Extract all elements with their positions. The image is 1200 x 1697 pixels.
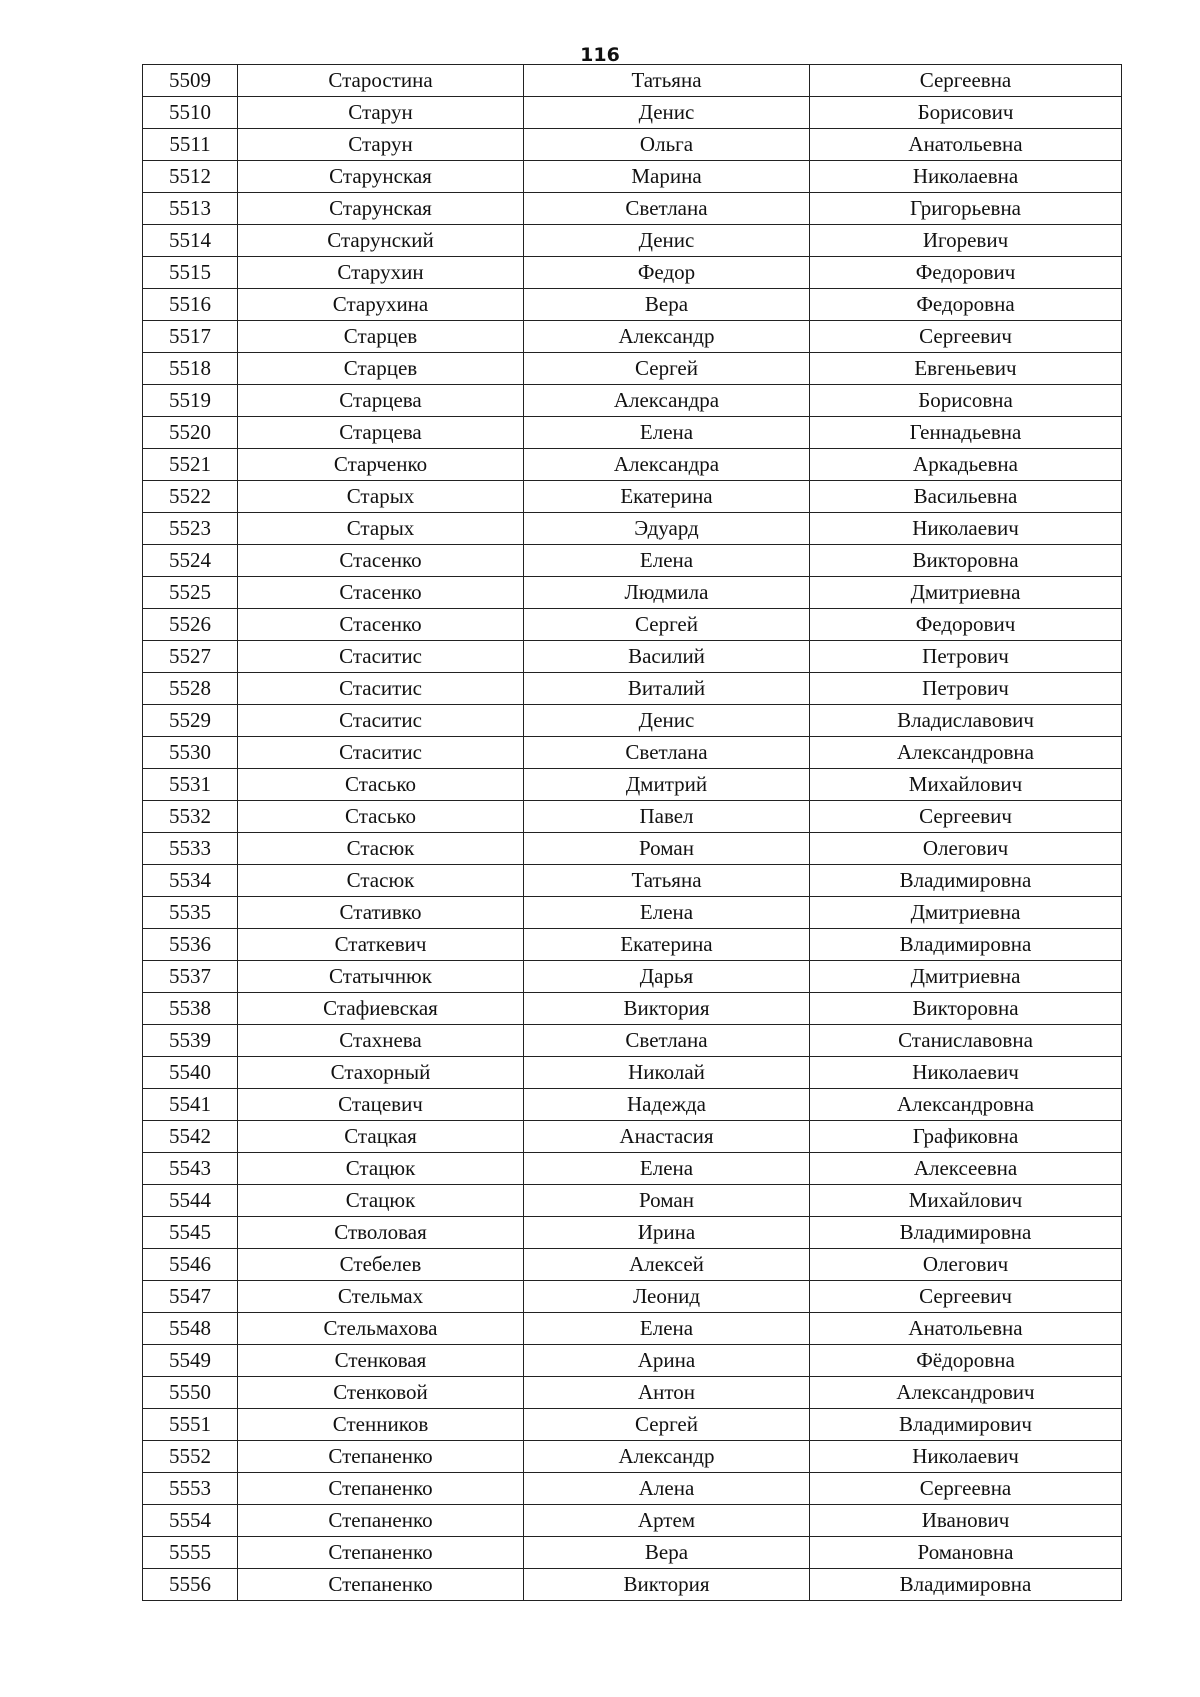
row-number-cell: 5525 bbox=[143, 577, 238, 609]
surname-cell: Степаненко bbox=[238, 1473, 524, 1505]
surname-cell: Степаненко bbox=[238, 1505, 524, 1537]
first-name-cell: Роман bbox=[524, 1185, 810, 1217]
row-number-cell: 5548 bbox=[143, 1313, 238, 1345]
first-name-cell: Надежда bbox=[524, 1089, 810, 1121]
patronymic-cell: Дмитриевна bbox=[810, 577, 1122, 609]
table-row bbox=[143, 673, 1122, 705]
first-name-cell: Светлана bbox=[524, 1025, 810, 1057]
surname-cell: Старухин bbox=[238, 257, 524, 289]
first-name-cell: Роман bbox=[524, 833, 810, 865]
page-number: 116 bbox=[580, 44, 620, 66]
surname-cell: Старостина bbox=[238, 65, 524, 97]
surname-cell: Стасенко bbox=[238, 609, 524, 641]
surname-cell: Стафиевская bbox=[238, 993, 524, 1025]
first-name-cell: Елена bbox=[524, 417, 810, 449]
patronymic-cell: Графиковна bbox=[810, 1121, 1122, 1153]
row-number-cell: 5529 bbox=[143, 705, 238, 737]
first-name-cell: Екатерина bbox=[524, 929, 810, 961]
first-name-cell: Виктория bbox=[524, 993, 810, 1025]
table-row bbox=[143, 417, 1122, 449]
row-number-cell: 5520 bbox=[143, 417, 238, 449]
surname-cell: Стасюк bbox=[238, 865, 524, 897]
surname-cell: Стацюк bbox=[238, 1153, 524, 1185]
first-name-cell: Татьяна bbox=[524, 865, 810, 897]
table-row bbox=[143, 609, 1122, 641]
table-row bbox=[143, 129, 1122, 161]
table-row bbox=[143, 65, 1122, 97]
row-number-cell: 5533 bbox=[143, 833, 238, 865]
patronymic-cell: Евгеньевич bbox=[810, 353, 1122, 385]
table-row bbox=[143, 1121, 1122, 1153]
first-name-cell: Марина bbox=[524, 161, 810, 193]
surname-cell: Стельмахова bbox=[238, 1313, 524, 1345]
table-row bbox=[143, 545, 1122, 577]
table-row bbox=[143, 161, 1122, 193]
surname-cell: Старых bbox=[238, 481, 524, 513]
table-row bbox=[143, 1025, 1122, 1057]
patronymic-cell: Владимирович bbox=[810, 1409, 1122, 1441]
patronymic-cell: Владимировна bbox=[810, 1569, 1122, 1601]
first-name-cell: Александр bbox=[524, 321, 810, 353]
first-name-cell: Сергей bbox=[524, 353, 810, 385]
patronymic-cell: Николаевич bbox=[810, 1441, 1122, 1473]
patronymic-cell: Владимировна bbox=[810, 929, 1122, 961]
first-name-cell: Сергей bbox=[524, 609, 810, 641]
patronymic-cell: Федоровна bbox=[810, 289, 1122, 321]
row-number-cell: 5550 bbox=[143, 1377, 238, 1409]
table-row bbox=[143, 1313, 1122, 1345]
row-number-cell: 5555 bbox=[143, 1537, 238, 1569]
patronymic-cell: Николаевич bbox=[810, 513, 1122, 545]
surname-cell: Стволовая bbox=[238, 1217, 524, 1249]
row-number-cell: 5532 bbox=[143, 801, 238, 833]
row-number-cell: 5518 bbox=[143, 353, 238, 385]
first-name-cell: Анастасия bbox=[524, 1121, 810, 1153]
row-number-cell: 5519 bbox=[143, 385, 238, 417]
surname-cell: Стасенко bbox=[238, 577, 524, 609]
row-number-cell: 5510 bbox=[143, 97, 238, 129]
surname-cell: Стасько bbox=[238, 769, 524, 801]
row-number-cell: 5546 bbox=[143, 1249, 238, 1281]
surname-cell: Старцева bbox=[238, 385, 524, 417]
row-number-cell: 5509 bbox=[143, 65, 238, 97]
surname-cell: Стахорный bbox=[238, 1057, 524, 1089]
patronymic-cell: Дмитриевна bbox=[810, 961, 1122, 993]
row-number-cell: 5538 bbox=[143, 993, 238, 1025]
first-name-cell: Дарья bbox=[524, 961, 810, 993]
surname-cell: Старцев bbox=[238, 353, 524, 385]
first-name-cell: Светлана bbox=[524, 737, 810, 769]
surname-cell: Степаненко bbox=[238, 1537, 524, 1569]
table-row bbox=[143, 321, 1122, 353]
first-name-cell: Леонид bbox=[524, 1281, 810, 1313]
patronymic-cell: Александрович bbox=[810, 1377, 1122, 1409]
table-row bbox=[143, 225, 1122, 257]
table-row bbox=[143, 1377, 1122, 1409]
table-row bbox=[143, 385, 1122, 417]
patronymic-cell: Александровна bbox=[810, 737, 1122, 769]
name-table bbox=[142, 64, 1122, 1601]
patronymic-cell: Владимировна bbox=[810, 1217, 1122, 1249]
first-name-cell: Татьяна bbox=[524, 65, 810, 97]
patronymic-cell: Петрович bbox=[810, 673, 1122, 705]
table-row bbox=[143, 737, 1122, 769]
first-name-cell: Вера bbox=[524, 1537, 810, 1569]
first-name-cell: Елена bbox=[524, 1153, 810, 1185]
row-number-cell: 5527 bbox=[143, 641, 238, 673]
table-row bbox=[143, 1409, 1122, 1441]
table-row bbox=[143, 481, 1122, 513]
row-number-cell: 5543 bbox=[143, 1153, 238, 1185]
surname-cell: Стативко bbox=[238, 897, 524, 929]
first-name-cell: Александра bbox=[524, 449, 810, 481]
row-number-cell: 5513 bbox=[143, 193, 238, 225]
table-row bbox=[143, 1185, 1122, 1217]
patronymic-cell: Романовна bbox=[810, 1537, 1122, 1569]
surname-cell: Стацевич bbox=[238, 1089, 524, 1121]
table-row bbox=[143, 513, 1122, 545]
surname-cell: Старунская bbox=[238, 193, 524, 225]
first-name-cell: Эдуард bbox=[524, 513, 810, 545]
row-number-cell: 5556 bbox=[143, 1569, 238, 1601]
table-row bbox=[143, 865, 1122, 897]
first-name-cell: Николай bbox=[524, 1057, 810, 1089]
surname-cell: Старунский bbox=[238, 225, 524, 257]
patronymic-cell: Владиславович bbox=[810, 705, 1122, 737]
patronymic-cell: Васильевна bbox=[810, 481, 1122, 513]
table-row bbox=[143, 1281, 1122, 1313]
table-row bbox=[143, 1249, 1122, 1281]
row-number-cell: 5544 bbox=[143, 1185, 238, 1217]
first-name-cell: Дмитрий bbox=[524, 769, 810, 801]
table-row bbox=[143, 929, 1122, 961]
first-name-cell: Людмила bbox=[524, 577, 810, 609]
row-number-cell: 5522 bbox=[143, 481, 238, 513]
patronymic-cell: Сергеевна bbox=[810, 1473, 1122, 1505]
row-number-cell: 5551 bbox=[143, 1409, 238, 1441]
patronymic-cell: Сергеевич bbox=[810, 321, 1122, 353]
row-number-cell: 5514 bbox=[143, 225, 238, 257]
surname-cell: Стасюк bbox=[238, 833, 524, 865]
first-name-cell: Светлана bbox=[524, 193, 810, 225]
surname-cell: Стасенко bbox=[238, 545, 524, 577]
surname-cell: Стебелев bbox=[238, 1249, 524, 1281]
surname-cell: Старун bbox=[238, 97, 524, 129]
table-row bbox=[143, 993, 1122, 1025]
table-row bbox=[143, 705, 1122, 737]
patronymic-cell: Федорович bbox=[810, 609, 1122, 641]
row-number-cell: 5530 bbox=[143, 737, 238, 769]
patronymic-cell: Викторовна bbox=[810, 545, 1122, 577]
row-number-cell: 5542 bbox=[143, 1121, 238, 1153]
patronymic-cell: Иванович bbox=[810, 1505, 1122, 1537]
table-row bbox=[143, 641, 1122, 673]
patronymic-cell: Геннадьевна bbox=[810, 417, 1122, 449]
first-name-cell: Федор bbox=[524, 257, 810, 289]
patronymic-cell: Михайлович bbox=[810, 769, 1122, 801]
surname-cell: Статычнюк bbox=[238, 961, 524, 993]
table-row bbox=[143, 449, 1122, 481]
patronymic-cell: Александровна bbox=[810, 1089, 1122, 1121]
first-name-cell: Ольга bbox=[524, 129, 810, 161]
table-row bbox=[143, 1441, 1122, 1473]
surname-cell: Старухина bbox=[238, 289, 524, 321]
first-name-cell: Сергей bbox=[524, 1409, 810, 1441]
row-number-cell: 5521 bbox=[143, 449, 238, 481]
row-number-cell: 5547 bbox=[143, 1281, 238, 1313]
surname-cell: Стахнева bbox=[238, 1025, 524, 1057]
first-name-cell: Елена bbox=[524, 897, 810, 929]
row-number-cell: 5534 bbox=[143, 865, 238, 897]
patronymic-cell: Алексеевна bbox=[810, 1153, 1122, 1185]
first-name-cell: Василий bbox=[524, 641, 810, 673]
surname-cell: Старцева bbox=[238, 417, 524, 449]
patronymic-cell: Григорьевна bbox=[810, 193, 1122, 225]
first-name-cell: Денис bbox=[524, 225, 810, 257]
table-row bbox=[143, 577, 1122, 609]
row-number-cell: 5512 bbox=[143, 161, 238, 193]
patronymic-cell: Викторовна bbox=[810, 993, 1122, 1025]
patronymic-cell: Игоревич bbox=[810, 225, 1122, 257]
surname-cell: Старун bbox=[238, 129, 524, 161]
patronymic-cell: Борисович bbox=[810, 97, 1122, 129]
table-row bbox=[143, 833, 1122, 865]
first-name-cell: Александр bbox=[524, 1441, 810, 1473]
row-number-cell: 5528 bbox=[143, 673, 238, 705]
patronymic-cell: Петрович bbox=[810, 641, 1122, 673]
surname-cell: Старченко bbox=[238, 449, 524, 481]
row-number-cell: 5526 bbox=[143, 609, 238, 641]
row-number-cell: 5535 bbox=[143, 897, 238, 929]
table-row bbox=[143, 97, 1122, 129]
first-name-cell: Арина bbox=[524, 1345, 810, 1377]
patronymic-cell: Станиславовна bbox=[810, 1025, 1122, 1057]
patronymic-cell: Сергеевна bbox=[810, 65, 1122, 97]
row-number-cell: 5549 bbox=[143, 1345, 238, 1377]
row-number-cell: 5536 bbox=[143, 929, 238, 961]
first-name-cell: Алена bbox=[524, 1473, 810, 1505]
name-table-body bbox=[143, 65, 1122, 1601]
surname-cell: Стасько bbox=[238, 801, 524, 833]
row-number-cell: 5531 bbox=[143, 769, 238, 801]
row-number-cell: 5540 bbox=[143, 1057, 238, 1089]
patronymic-cell: Сергеевич bbox=[810, 801, 1122, 833]
first-name-cell: Виталий bbox=[524, 673, 810, 705]
surname-cell: Степаненко bbox=[238, 1569, 524, 1601]
table-row bbox=[143, 257, 1122, 289]
table-row bbox=[143, 353, 1122, 385]
patronymic-cell: Федорович bbox=[810, 257, 1122, 289]
patronymic-cell: Владимировна bbox=[810, 865, 1122, 897]
surname-cell: Стаситис bbox=[238, 705, 524, 737]
first-name-cell: Павел bbox=[524, 801, 810, 833]
patronymic-cell: Фёдоровна bbox=[810, 1345, 1122, 1377]
first-name-cell: Алексей bbox=[524, 1249, 810, 1281]
row-number-cell: 5515 bbox=[143, 257, 238, 289]
first-name-cell: Александра bbox=[524, 385, 810, 417]
surname-cell: Стацюк bbox=[238, 1185, 524, 1217]
table-row bbox=[143, 801, 1122, 833]
surname-cell: Стаситис bbox=[238, 641, 524, 673]
first-name-cell: Елена bbox=[524, 1313, 810, 1345]
first-name-cell: Ирина bbox=[524, 1217, 810, 1249]
row-number-cell: 5523 bbox=[143, 513, 238, 545]
row-number-cell: 5537 bbox=[143, 961, 238, 993]
row-number-cell: 5552 bbox=[143, 1441, 238, 1473]
table-row bbox=[143, 897, 1122, 929]
patronymic-cell: Михайлович bbox=[810, 1185, 1122, 1217]
table-row bbox=[143, 1153, 1122, 1185]
first-name-cell: Антон bbox=[524, 1377, 810, 1409]
patronymic-cell: Анатольевна bbox=[810, 1313, 1122, 1345]
surname-cell: Стацкая bbox=[238, 1121, 524, 1153]
table-row bbox=[143, 961, 1122, 993]
row-number-cell: 5545 bbox=[143, 1217, 238, 1249]
row-number-cell: 5511 bbox=[143, 129, 238, 161]
table-row bbox=[143, 1569, 1122, 1601]
row-number-cell: 5554 bbox=[143, 1505, 238, 1537]
surname-cell: Стенников bbox=[238, 1409, 524, 1441]
row-number-cell: 5541 bbox=[143, 1089, 238, 1121]
surname-cell: Стенковой bbox=[238, 1377, 524, 1409]
table-row bbox=[143, 289, 1122, 321]
row-number-cell: 5539 bbox=[143, 1025, 238, 1057]
patronymic-cell: Олегович bbox=[810, 833, 1122, 865]
table-row bbox=[143, 1089, 1122, 1121]
first-name-cell: Екатерина bbox=[524, 481, 810, 513]
patronymic-cell: Анатольевна bbox=[810, 129, 1122, 161]
patronymic-cell: Николаевич bbox=[810, 1057, 1122, 1089]
surname-cell: Стаситис bbox=[238, 673, 524, 705]
first-name-cell: Виктория bbox=[524, 1569, 810, 1601]
surname-cell: Стенковая bbox=[238, 1345, 524, 1377]
surname-cell: Старых bbox=[238, 513, 524, 545]
patronymic-cell: Николаевна bbox=[810, 161, 1122, 193]
first-name-cell: Денис bbox=[524, 705, 810, 737]
patronymic-cell: Дмитриевна bbox=[810, 897, 1122, 929]
first-name-cell: Денис bbox=[524, 97, 810, 129]
patronymic-cell: Борисовна bbox=[810, 385, 1122, 417]
patronymic-cell: Сергеевич bbox=[810, 1281, 1122, 1313]
surname-cell: Старунская bbox=[238, 161, 524, 193]
first-name-cell: Вера bbox=[524, 289, 810, 321]
table-row bbox=[143, 1473, 1122, 1505]
row-number-cell: 5553 bbox=[143, 1473, 238, 1505]
patronymic-cell: Олегович bbox=[810, 1249, 1122, 1281]
table-row bbox=[143, 1217, 1122, 1249]
surname-cell: Старцев bbox=[238, 321, 524, 353]
surname-cell: Степаненко bbox=[238, 1441, 524, 1473]
table-row bbox=[143, 1505, 1122, 1537]
surname-cell: Стельмах bbox=[238, 1281, 524, 1313]
table-row bbox=[143, 1057, 1122, 1089]
first-name-cell: Елена bbox=[524, 545, 810, 577]
table-row bbox=[143, 193, 1122, 225]
table-row bbox=[143, 769, 1122, 801]
surname-cell: Статкевич bbox=[238, 929, 524, 961]
surname-cell: Стаситис bbox=[238, 737, 524, 769]
row-number-cell: 5517 bbox=[143, 321, 238, 353]
row-number-cell: 5516 bbox=[143, 289, 238, 321]
table-row bbox=[143, 1537, 1122, 1569]
patronymic-cell: Аркадьевна bbox=[810, 449, 1122, 481]
table-row bbox=[143, 1345, 1122, 1377]
first-name-cell: Артем bbox=[524, 1505, 810, 1537]
row-number-cell: 5524 bbox=[143, 545, 238, 577]
